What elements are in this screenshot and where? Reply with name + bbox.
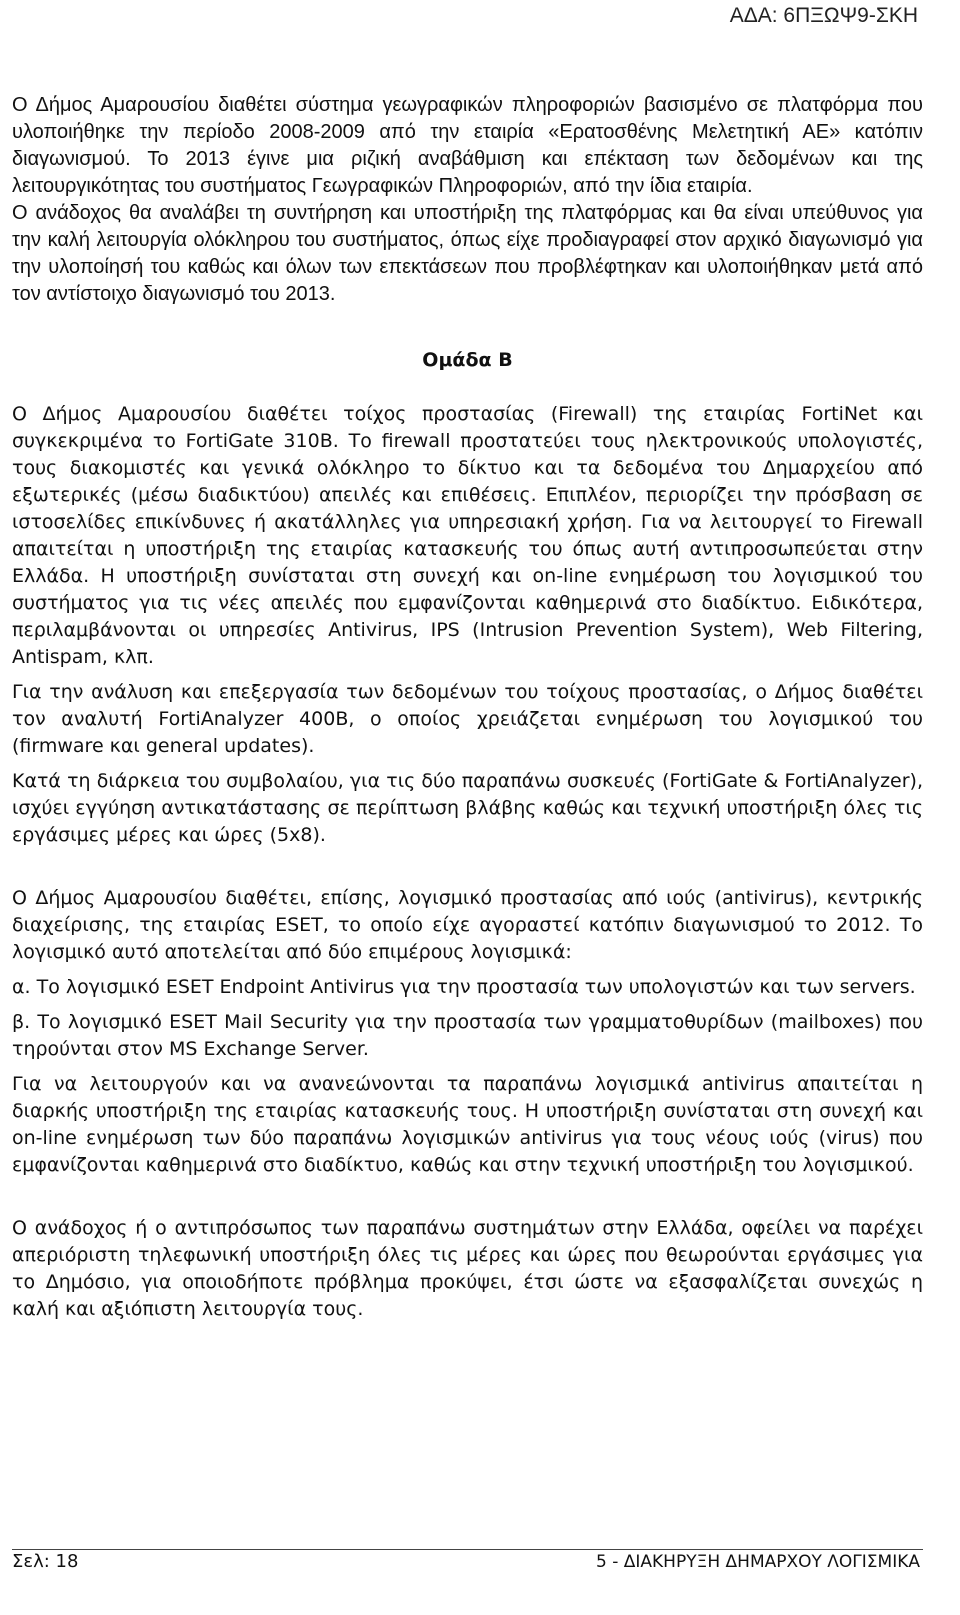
- paragraph-firewall: Ο Δήμος Αμαρουσίου διαθέτει τοίχος προστασίας (Firewall) της εταιρίας FortiNet και συγκεκριμένα το FortiGate 310B. Το firewall προστατεύει τους ηλεκτρονικούς υπολογιστές, τους διακομιστές και γενικά ολόκληρο το δίκτυο και τα δεδομένα του Δημαρχείου από εξωτερικές (μέσω διαδικτύου) απειλές και επιθέσεις. Επιπλέον, περιορίζει την πρόσβαση σε ιστοσελίδες επικίνδυνες ή ακατάλληλες για υπηρεσιακή χρήση. Για να λειτουργεί το Firewall απαιτείται η υποστήριξη της εταιρίας κατασκευής του όπως αυτή αντιπροσωπεύεται στην Ελλάδα. Η υποστήριξη συνίσταται στη συνεχή και on-line ενημέρωση του λογισμικού του συστήματος για τις νέες απειλές που εμφανίζονται καθημερινά στο διαδίκτυο. Ειδικότερα, περιλαμβάνονται οι υπηρεσίες Antivirus, IPS (Intrusion Prevention System), Web Filtering, Antispam, κλπ.: [12, 403, 923, 668]
- document-body: [12, 92, 923, 1323]
- document-title: 5 - ΔΙΑΚΗΡΥΞΗ ΔΗΜΑΡΧΟΥ ΛΟΓΙΣΜΙΚΑ: [596, 1552, 920, 1572]
- paragraph-antivirus: Ο Δήμος Αμαρουσίου διαθέτει, επίσης, λογισμικό προστασίας από ιούς (antivirus), κεντρικής διαχείρισης, της εταιρίας ESET, το οποίο είχε αγοραστεί κατόπιν διαγωνισμού το 2012. Το λογισμικό αυτό αποτελείται από δύο επιμέρους λογισμικά:: [12, 887, 923, 963]
- paragraph-eset-endpoint: α. Το λογισμικό ESET Endpoint Antivirus για την προστασία των υπολογιστών και των servers.: [12, 976, 916, 998]
- paragraph-contractor-maintenance: Ο ανάδοχος θα αναλάβει τη συντήρηση και υποστήριξη της πλατφόρμας και θα είναι υπεύθυνος για την καλή λειτουργία ολόκληρου του συστήματος, όπως είχε προδιαγραφεί στον αρχικό διαγωνισμό για την υλοποίησή του καθώς και όλων των επεκτάσεων που προβλέφτηκαν και υλοποιήθηκαν μετά από τον αντίστοιχο διαγωνισμό του 2013.: [12, 202, 923, 305]
- paragraph-fortianalyzer: Για την ανάλυση και επεξεργασία των δεδομένων του τοίχους προστασίας, ο Δήμος διαθέτει τον αναλυτή FortiAnalyzer 400B, ο οποίος χρειάζεται ενημέρωση του λογισμικού του (firmware και general updates).: [12, 681, 923, 757]
- paragraph-gis-system: Ο Δήμος Αμαρουσίου διαθέτει σύστημα γεωγραφικών πληροφοριών βασισμένο σε πλατφόρμα που υλοποιήθηκε την περίοδο 2008-2009 από την εταιρία «Ερατοσθένης Μελετητική ΑΕ» κατόπιν διαγωνισμού. Το 2013 έγινε μια ριζική αναβάθμιση και επέκταση των δεδομένων και της λειτουργικότητας του συστήματος Γεωγραφικών Πληροφοριών, από την ίδια εταιρία.: [12, 94, 923, 197]
- paragraph-eset-mail: β. Το λογισμικό ESET Mail Security για την προστασία των γραμματοθυρίδων (mailboxes) που τηρούνται στον MS Exchange Server.: [12, 1011, 923, 1060]
- paragraph-phone-support: Ο ανάδοχος ή ο αντιπρόσωπος των παραπάνω συστημάτων στην Ελλάδα, οφείλει να παρέχει απεριόριστη τηλεφωνική υποστήριξη όλες τις μέρες και ώρες που θεωρούνται εργάσιμες για το Δημόσιο, για οποιοδήποτε πρόβλημα προκύψει, έτσι ώστε να εξασφαλίζεται συνεχώς η καλή και αξιόπιστη λειτουργία τους.: [12, 1217, 923, 1320]
- page-number: Σελ: 18: [12, 1551, 79, 1572]
- paragraph-antivirus-support: Για να λειτουργούν και να ανανεώνονται τα παραπάνω λογισμικά antivirus απαιτείται η διαρκής υποστήριξη της εταιρίας κατασκευής τους. Η υποστήριξη συνίσταται στη συνεχή και on-line ενημέρωση των δύο παραπάνω λογισμικών antivirus για τους νέους ιούς (virus) που εμφανίζονται καθημερινά στο διαδίκτυο, καθώς και στην τεχνική υποστήριξη του λογισμικού.: [12, 1073, 923, 1176]
- group-b-heading: Ομάδα Β: [422, 349, 513, 371]
- paragraph-warranty: Κατά τη διάρκεια του συμβολαίου, για τις δύο παραπάνω συσκευές (FortiGate & FortiAnalyzer), ισχύει εγγύηση αντικατάστασης σε περίπτωση βλάβης καθώς και τεχνική υποστήριξη όλες τις εργάσιμες μέρες και ώρες (5x8).: [12, 770, 923, 846]
- ada-code: ΑΔΑ: 6ΠΞΩΨ9-ΣΚΗ: [729, 4, 918, 27]
